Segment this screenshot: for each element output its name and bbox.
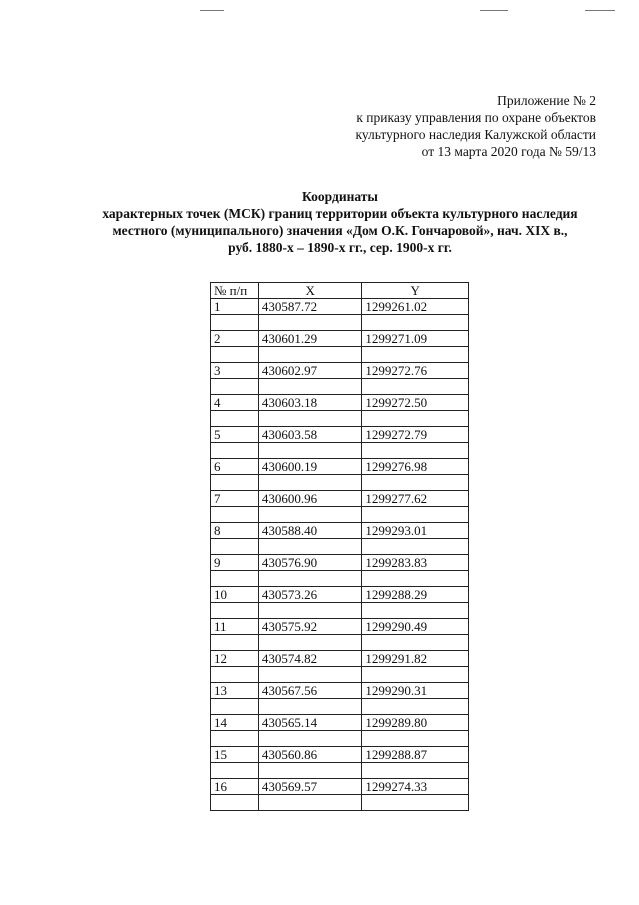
cell-y: 1299261.02 — [362, 299, 469, 315]
table-body — [211, 299, 469, 811]
scan-artifact — [585, 10, 615, 11]
table-row — [211, 363, 469, 379]
cell-point-number: 10 — [211, 587, 259, 603]
table-row — [211, 395, 469, 411]
cell-x: 430574.82 — [258, 651, 362, 667]
cell-x: 430603.18 — [258, 395, 362, 411]
empty-cell — [211, 699, 259, 715]
spacer-row — [211, 603, 469, 619]
empty-cell — [258, 699, 362, 715]
cell-y: 1299289.80 — [362, 715, 469, 731]
empty-cell — [211, 603, 259, 619]
spacer-row — [211, 571, 469, 587]
empty-cell — [258, 347, 362, 363]
empty-cell — [362, 571, 469, 587]
cell-y: 1299272.76 — [362, 363, 469, 379]
empty-cell — [362, 667, 469, 683]
empty-cell — [362, 763, 469, 779]
table-header-row — [211, 283, 469, 299]
cell-x: 430588.40 — [258, 523, 362, 539]
empty-cell — [258, 667, 362, 683]
cell-point-number: 4 — [211, 395, 259, 411]
spacer-row — [211, 443, 469, 459]
appendix-line: от 13 марта 2020 года № 59/13 — [421, 144, 596, 159]
cell-y: 1299288.29 — [362, 587, 469, 603]
cell-x: 430603.58 — [258, 427, 362, 443]
table-row — [211, 651, 469, 667]
empty-cell — [258, 763, 362, 779]
table-row — [211, 683, 469, 699]
cell-x: 430601.29 — [258, 331, 362, 347]
spacer-row — [211, 347, 469, 363]
cell-x: 430573.26 — [258, 587, 362, 603]
spacer-row — [211, 379, 469, 395]
appendix-header — [355, 92, 596, 160]
table-row — [211, 747, 469, 763]
cell-point-number: 1 — [211, 299, 259, 315]
spacer-row — [211, 475, 469, 491]
empty-cell — [362, 379, 469, 395]
empty-cell — [211, 571, 259, 587]
cell-point-number: 12 — [211, 651, 259, 667]
spacer-row — [211, 795, 469, 811]
title-line: характерных точек (МСК) границ территории объекта культурного наследия — [102, 206, 578, 221]
cell-y: 1299288.87 — [362, 747, 469, 763]
cell-y: 1299283.83 — [362, 555, 469, 571]
empty-cell — [258, 795, 362, 811]
appendix-line: Приложение № 2 — [497, 93, 596, 108]
empty-cell — [258, 571, 362, 587]
empty-cell — [362, 795, 469, 811]
table-row — [211, 619, 469, 635]
header-y: Y — [362, 283, 469, 299]
empty-cell — [211, 411, 259, 427]
cell-x: 430575.92 — [258, 619, 362, 635]
empty-cell — [362, 603, 469, 619]
cell-point-number: 15 — [211, 747, 259, 763]
cell-point-number: 8 — [211, 523, 259, 539]
spacer-row — [211, 539, 469, 555]
cell-x: 430602.97 — [258, 363, 362, 379]
empty-cell — [258, 475, 362, 491]
table-row — [211, 715, 469, 731]
cell-y: 1299272.50 — [362, 395, 469, 411]
cell-x: 430600.19 — [258, 459, 362, 475]
empty-cell — [258, 411, 362, 427]
table-row — [211, 427, 469, 443]
cell-x: 430567.56 — [258, 683, 362, 699]
empty-cell — [211, 795, 259, 811]
title-line: Координаты — [302, 189, 378, 204]
empty-cell — [211, 539, 259, 555]
empty-cell — [211, 731, 259, 747]
cell-x: 430565.14 — [258, 715, 362, 731]
cell-point-number: 16 — [211, 779, 259, 795]
appendix-line: культурного наследия Калужской области — [355, 127, 596, 142]
empty-cell — [362, 347, 469, 363]
document-title — [60, 188, 620, 256]
table-row — [211, 555, 469, 571]
cell-point-number: 14 — [211, 715, 259, 731]
spacer-row — [211, 667, 469, 683]
spacer-row — [211, 315, 469, 331]
cell-point-number: 2 — [211, 331, 259, 347]
cell-x: 430587.72 — [258, 299, 362, 315]
empty-cell — [362, 443, 469, 459]
table-row — [211, 779, 469, 795]
header-x: X — [258, 283, 362, 299]
cell-y: 1299290.31 — [362, 683, 469, 699]
empty-cell — [211, 507, 259, 523]
header-point-number: № п/п — [211, 283, 259, 299]
cell-point-number: 11 — [211, 619, 259, 635]
empty-cell — [211, 315, 259, 331]
spacer-row — [211, 635, 469, 651]
empty-cell — [211, 475, 259, 491]
cell-point-number: 9 — [211, 555, 259, 571]
cell-y: 1299293.01 — [362, 523, 469, 539]
empty-cell — [258, 731, 362, 747]
scan-artifact — [480, 10, 508, 11]
appendix-line: к приказу управления по охране объектов — [356, 110, 596, 125]
spacer-row — [211, 411, 469, 427]
cell-point-number: 6 — [211, 459, 259, 475]
empty-cell — [211, 763, 259, 779]
empty-cell — [258, 603, 362, 619]
cell-x: 430560.86 — [258, 747, 362, 763]
empty-cell — [362, 635, 469, 651]
empty-cell — [258, 507, 362, 523]
empty-cell — [362, 411, 469, 427]
cell-y: 1299290.49 — [362, 619, 469, 635]
empty-cell — [211, 347, 259, 363]
empty-cell — [362, 699, 469, 715]
table-row — [211, 459, 469, 475]
table-row — [211, 491, 469, 507]
cell-y: 1299291.82 — [362, 651, 469, 667]
cell-point-number: 3 — [211, 363, 259, 379]
empty-cell — [211, 379, 259, 395]
empty-cell — [258, 635, 362, 651]
title-line: местного (муниципального) значения «Дом О.К. Гончаровой», нач. XIX в., — [112, 223, 568, 238]
spacer-row — [211, 699, 469, 715]
cell-x: 430576.90 — [258, 555, 362, 571]
cell-y: 1299277.62 — [362, 491, 469, 507]
empty-cell — [362, 475, 469, 491]
empty-cell — [258, 539, 362, 555]
spacer-row — [211, 507, 469, 523]
cell-y: 1299274.33 — [362, 779, 469, 795]
scan-artifact — [200, 10, 224, 11]
cell-y: 1299271.09 — [362, 331, 469, 347]
cell-y: 1299276.98 — [362, 459, 469, 475]
empty-cell — [258, 443, 362, 459]
table-row — [211, 331, 469, 347]
title-line: руб. 1880-х – 1890-х гг., сер. 1900-х гг. — [228, 240, 452, 255]
empty-cell — [362, 315, 469, 331]
cell-point-number: 13 — [211, 683, 259, 699]
cell-point-number: 7 — [211, 491, 259, 507]
table-row — [211, 299, 469, 315]
cell-y: 1299272.79 — [362, 427, 469, 443]
cell-x: 430600.96 — [258, 491, 362, 507]
empty-cell — [362, 507, 469, 523]
empty-cell — [211, 635, 259, 651]
empty-cell — [362, 539, 469, 555]
spacer-row — [211, 763, 469, 779]
table-row — [211, 587, 469, 603]
empty-cell — [258, 315, 362, 331]
empty-cell — [258, 379, 362, 395]
cell-x: 430569.57 — [258, 779, 362, 795]
empty-cell — [362, 731, 469, 747]
coordinates-table — [210, 282, 469, 811]
spacer-row — [211, 731, 469, 747]
cell-point-number: 5 — [211, 427, 259, 443]
empty-cell — [211, 667, 259, 683]
empty-cell — [211, 443, 259, 459]
table-row — [211, 523, 469, 539]
